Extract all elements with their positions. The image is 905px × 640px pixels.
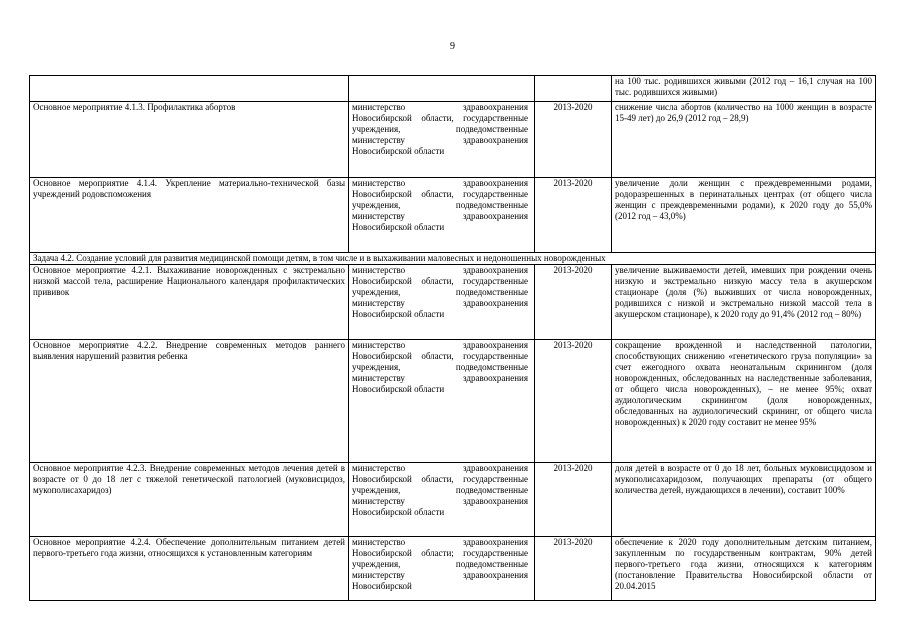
executor-cell: министерство здравоохранения Новосибирской области, государственные учреждения, подведомственные министерству здравоохранения Новосибирской области bbox=[349, 102, 535, 178]
executor-cell: министерство здравоохранения Новосибирской области, государственные учреждения, подведомственные министерству здравоохранения Новосибирской области bbox=[349, 178, 535, 253]
period-cell: 2013-2020 bbox=[535, 178, 612, 253]
result-cell: сокращение врожденной и наследственной патологии, способствующих снижению «генетического груза популяции» за счет ежегодного охвата неонатальным скринингом (доля новорожденных, обследованных на наследственные заболевания, от общего числа новорожденных), – не менее 95%; охват аудиологическим скринингом (доля новорожденных, обследованных на аудиологический скрининг, от общего числа новорожденных) к 2020 году составит не менее 95% bbox=[612, 340, 876, 463]
activity-cell: Основное мероприятие 4.1.3. Профилактика абортов bbox=[30, 102, 349, 178]
executor-cell: министерство здравоохранения Новосибирской области, государственные учреждения, подведомственные министерству здравоохранения Новосибирской области bbox=[349, 265, 535, 340]
activity-cell: Основное мероприятие 4.2.2. Внедрение современных методов раннего выявления нарушений развития ребенка bbox=[30, 340, 349, 463]
table-row bbox=[30, 265, 876, 340]
period-cell: 2013-2020 bbox=[535, 340, 612, 463]
table-row bbox=[30, 537, 876, 601]
task-row bbox=[30, 253, 876, 265]
table-row bbox=[30, 463, 876, 537]
executor-cell: министерство здравоохранения Новосибирской области, государственные учреждения, подведомственные министерству здравоохранения Новосибирской области bbox=[349, 463, 535, 537]
activity-cell: Основное мероприятие 4.1.4. Укрепление материально-технической базы учреждений родовспоможения bbox=[30, 178, 349, 253]
page-number: 9 bbox=[450, 41, 455, 52]
executor-cell bbox=[349, 76, 535, 102]
period-cell: 2013-2020 bbox=[535, 265, 612, 340]
period-cell: 2013-2020 bbox=[535, 102, 612, 178]
table-row bbox=[30, 76, 876, 102]
result-cell: снижение числа абортов (количество на 1000 женщин в возрасте 15-49 лет) до 26,9 (2012 год – 28,9) bbox=[612, 102, 876, 178]
period-cell: 2013-2020 bbox=[535, 463, 612, 537]
result-cell: обеспечение к 2020 году дополнительным детским питанием, закупленным по государственным контрактам, 90% детей первого-третьего года жизни, относящихся к категориям (постановление Правительства Новосибирской области от 20.04.2015 bbox=[612, 537, 876, 601]
result-cell: на 100 тыс. родившихся живыми (2012 год – 16,1 случая на 100 тыс. родившихся живыми) bbox=[612, 76, 876, 102]
program-activities-table bbox=[29, 75, 876, 601]
table-row bbox=[30, 102, 876, 178]
activity-cell bbox=[30, 76, 349, 102]
activity-cell: Основное мероприятие 4.2.1. Выхаживание новорожденных с экстремально низкой массой тела, расширение Национального календаря профилактических прививок bbox=[30, 265, 349, 340]
activity-cell: Основное мероприятие 4.2.3. Внедрение современных методов лечения детей в возрасте от 0 до 18 лет с тяжелой генетической патологией (муковисцидоз, мукополисахаридоз) bbox=[30, 463, 349, 537]
table-row bbox=[30, 178, 876, 253]
period-cell bbox=[535, 76, 612, 102]
task-heading: Задача 4.2. Создание условий для развития медицинской помощи детям, в том числе и в выхаживании маловесных и недоношенных новорожденных bbox=[30, 253, 876, 265]
executor-cell: министерство здравоохранения Новосибирской области; государственные учреждения, подведомственные министерству здравоохранения Новосибирской bbox=[349, 537, 535, 601]
result-cell: увеличение выживаемости детей, имевших при рождении очень низкую и экстремально низкую массу тела в акушерском стационаре (доля (%) выживших от числа новорожденных, родившихся с низкой и экстремально низкой массой тела в акушерском стационаре), к 2020 году до 91,4% (2012 год – 80%) bbox=[612, 265, 876, 340]
period-cell: 2013-2020 bbox=[535, 537, 612, 601]
table-row bbox=[30, 340, 876, 463]
executor-cell: министерство здравоохранения Новосибирской области, государственные учреждения, подведомственные министерству здравоохранения Новосибирской области bbox=[349, 340, 535, 463]
result-cell: доля детей в возрасте от 0 до 18 лет, больных муковисцидозом и мукополисахаридозом, получающих препараты (от общего количества детей, нуждающихся в лечении), составит 100% bbox=[612, 463, 876, 537]
activity-cell: Основное мероприятие 4.2.4. Обеспечение дополнительным питанием детей первого-третьего года жизни, относящихся к установленным категориям bbox=[30, 537, 349, 601]
result-cell: увеличение доли женщин с преждевременными родами, родоразрешенных в перинатальных центрах (от общего числа женщин с преждевременными родами), к 2020 году до 55,0% (2012 год – 43,0%) bbox=[612, 178, 876, 253]
